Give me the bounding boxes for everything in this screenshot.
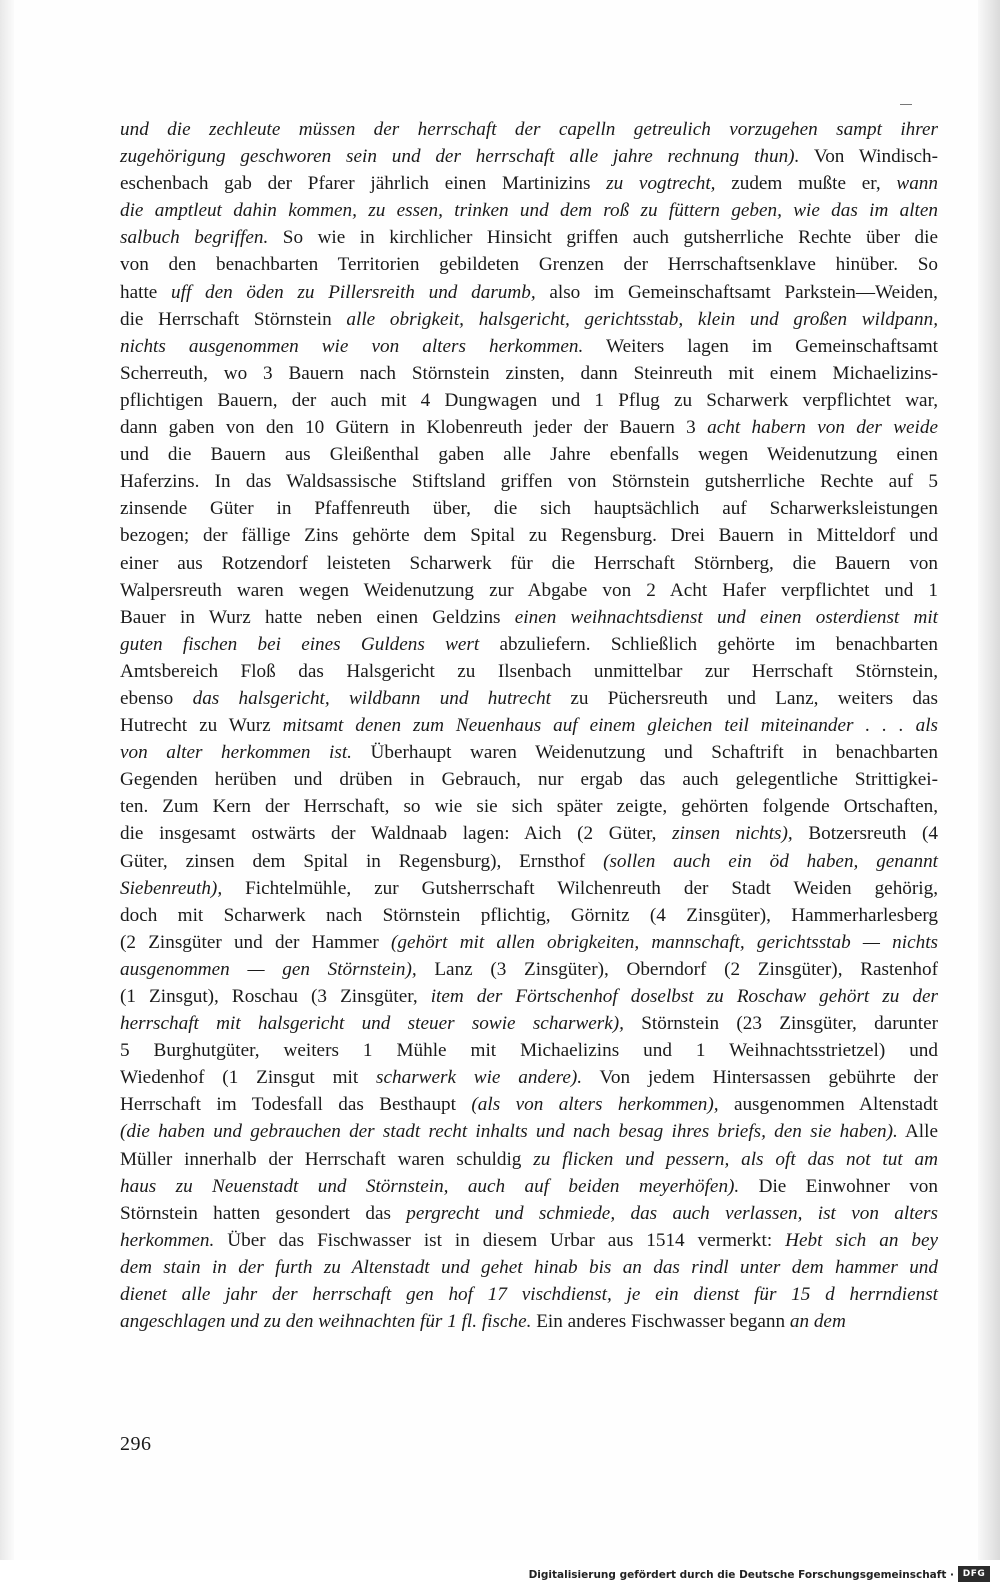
text-line: und die zechleute müssen der herrschaft der capelln getreulich vorzugehen sampt ihrer [120, 119, 938, 140]
text-line: zugehörigung geschworen sein und der herrschaft alle jahre rechnung thun). Von Windisch- [120, 146, 938, 168]
text-line: herrschaft mit halsgericht und steuer sowie scharwerk), Störnstein (23 Zinsgüter, darunter [120, 1013, 939, 1035]
text-line: Müller innerhalb der Herrschaft waren schuldig zu flicken und pessern, als oft das not tut am [120, 1148, 939, 1170]
text-line: (2 Zinsgüter und der Hammer (gehört mit allen obrigkeiten, mannschaft, gerichtsstab — nichts [120, 931, 938, 953]
text-line: und die Bauern aus Gleißenthal gaben alle Jahre ebenfalls wegen Weidenutzung einen [120, 444, 938, 466]
text-line: zinsende Güter in Pfaffenreuth über, die sich hauptsächlich auf Scharwerksleistungen [120, 498, 938, 520]
text-line: dann gaben von den 10 Gütern in Klobenreuth jeder der Bauern 3 acht habern von der weide [120, 417, 938, 439]
text-line: bezogen; der fällige Zins gehörte dem Spital zu Regensburg. Drei Bauern in Mitteldorf und [120, 525, 938, 547]
text-line: Herrschaft im Todesfall das Besthaupt (als von alters herkommen), ausgenommen Altenstadt [120, 1094, 939, 1116]
text-line: angeschlagen und zu den weihnachten für 1 fl. fische. Ein anderes Fischwasser begann an dem [120, 1311, 846, 1333]
dfg-credit-text: Digitalisierung gefördert durch die Deutsche Forschungsgemeinschaft · [528, 1569, 954, 1581]
text-line: salbuch begriffen. So wie in kirchlicher Hinsicht griffen auch gutsherrliche Rechte über die [120, 227, 939, 249]
text-line: hatte uff den öden zu Pillersreith und darumb, also im Gemeinschaftsamt Parkstein—Weiden, [120, 281, 938, 303]
text-line: dem stain in der furth zu Altenstadt und gehet hinab bis an das rindl unter dem hammer und [120, 1256, 938, 1278]
text-line: haus zu Neuenstadt und Störnstein, auch auf beiden meyerhöfen). Die Einwohner von [120, 1175, 938, 1197]
text-line: Wiedenhof (1 Zinsgut mit scharwerk wie andere). Von jedem Hintersassen gebührte der [120, 1067, 939, 1089]
text-line: Scherreuth, wo 3 Bauern nach Störnstein zinsten, dann Steinreuth mit einem Michaelizins- [120, 362, 938, 384]
page-number: 296 [120, 1433, 152, 1455]
text-line: (1 Zinsgut), Roschau (3 Zinsgüter, item der Förtschenhof doselbst zu Roschaw gehört zu der [120, 986, 938, 1007]
text-line: ebenso das halsgericht, wildbann und hutrecht zu Püchersreuth und Lanz, weiters das [120, 687, 938, 709]
text-line: Gegenden herüben und drüben in Gebrauch, nur ergab das auch gelegentliche Strittigkei- [120, 769, 938, 791]
text-line: pflichtigen Bauern, der auch mit 4 Dungwagen und 1 Pflug zu Scharwerk verpflichtet war, [120, 389, 938, 411]
text-line: dienet alle jahr der herrschaft gen hof 17 vischdienst, je ein dienst für 15 d herrndienst [120, 1284, 938, 1306]
text-line: (die haben und gebrauchen der stadt recht inhalts und nach besag ihres briefs, den sie haben). Alle [120, 1121, 938, 1143]
dfg-logo-icon: DFG [958, 1566, 990, 1582]
text-line: von den benachbarten Territorien gebildeten Grenzen der Herrschaftsenklave hinüber. So [120, 254, 938, 276]
text-line: einer aus Rotzendorf leisteten Scharwerk für die Herrschaft Störnberg, die Bauern von [120, 552, 938, 574]
text-line: 5 Burghutgüter, weiters 1 Mühle mit Michaelizins und 1 Weihnachtsstrietzel) und [120, 1040, 938, 1062]
text-line: doch mit Scharwerk nach Störnstein pflichtig, Görnitz (4 Zinsgüter), Hammerharlesberg [120, 904, 938, 926]
scan-edge-left [0, 0, 14, 1560]
text-line: nichts ausgenommen wie von alters herkommen. Weiters lagen im Gemeinschaftsamt [120, 335, 938, 357]
text-line: Bauer in Wurz hatte neben einen Geldzins einen weihnachtsdienst und einen osterdienst mit [120, 606, 938, 628]
scan-mark [900, 104, 912, 105]
text-line: Güter, zinsen dem Spital in Regensburg), Ernsthof (sollen auch ein öd haben, genannt [120, 850, 939, 872]
text-line: Amtsbereich Floß das Halsgericht zu Ilsenbach unmittelbar zur Herrschaft Störnstein, [120, 660, 938, 682]
text-line: Siebenreuth), Fichtelmühle, zur Gutsherrschaft Wilchenreuth der Stadt Weiden gehörig, [120, 877, 938, 899]
text-line: ausgenommen — gen Störnstein), Lanz (3 Zinsgüter), Oberndorf (2 Zinsgüter), Rastenhof [120, 958, 938, 980]
text-line: Haferzins. In das Waldsassische Stiftsland griffen von Störnstein gutsherrliche Rechte auf 5 [120, 471, 938, 493]
body-text [120, 116, 938, 1335]
text-line: von alter herkommen ist. Überhaupt waren Weidenutzung und Schaftrift in benachbarten [120, 742, 938, 764]
text-line: eschenbach gab der Pfarer jährlich einen Martinizins zu vogtrecht, zudem mußte er, wann [120, 173, 938, 195]
text-line: ten. Zum Kern der Herrschaft, so wie sie sich später zeigte, gehörten folgende Ortschaften, [120, 796, 938, 818]
text-line: guten fischen bei eines Guldens wert abzuliefern. Schließlich gehörte im benachbarten [120, 633, 938, 655]
scan-edge-right [978, 0, 1000, 1560]
text-line: Walpersreuth waren wegen Weidenutzung zur Abgabe von 2 Acht Hafer verpflichtet und 1 [120, 579, 938, 601]
text-line: Störnstein hatten gesondert das pergrecht und schmiede, das auch verlassen, ist von alters [120, 1202, 938, 1224]
text-line: die amptleut dahin kommen, zu essen, trinken und dem roß zu füttern geben, wie das im alten [120, 200, 938, 222]
text-line: die insgesamt ostwärts der Waldnaab lagen: Aich (2 Güter, zinsen nichts), Botzersreuth (4 [120, 823, 938, 845]
text-line: die Herrschaft Störnstein alle obrigkeit, halsgericht, gerichtsstab, klein und großen wildpann, [120, 308, 938, 330]
text-line: herkommen. Über das Fischwasser ist in diesem Urbar aus 1514 vermerkt: Hebt sich an bey [120, 1229, 938, 1251]
text-line: Hutrecht zu Wurz mitsamt denen zum Neuenhaus auf einem gleichen teil miteinander . . . als [120, 715, 939, 737]
